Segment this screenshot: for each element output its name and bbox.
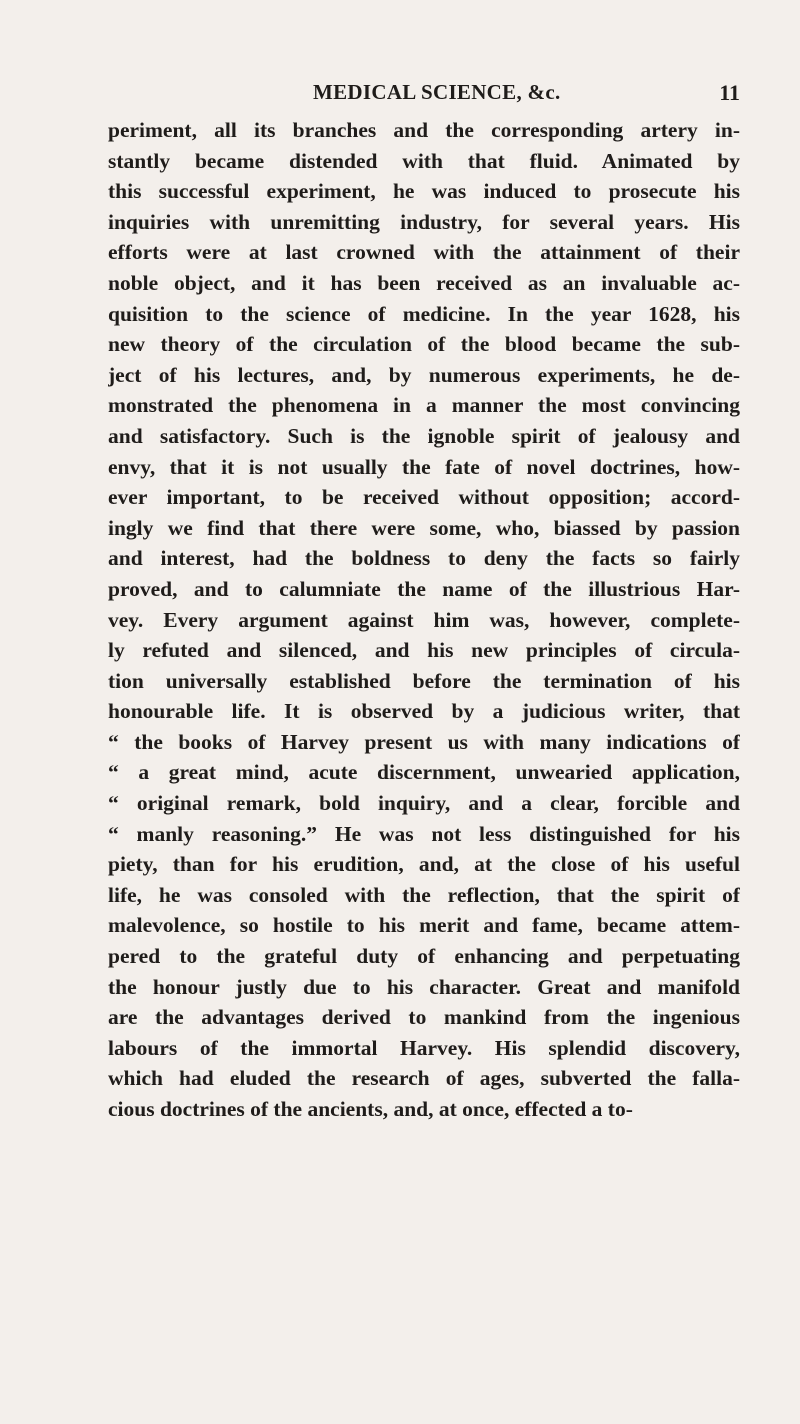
- text-line: labours of the immortal Harvey. His splendid discovery,: [108, 1035, 740, 1060]
- text-line: life, he was consoled with the reflection, that the spirit of: [108, 882, 740, 907]
- text-line: quisition to the science of medicine. In the year 1628, his: [108, 301, 740, 326]
- text-line: “ a great mind, acute discernment, unwearied application,: [108, 760, 740, 785]
- page-header: [108, 80, 740, 110]
- text-line: new theory of the circulation of the blood became the sub-: [108, 332, 740, 357]
- text-line: which had eluded the research of ages, subverted the falla-: [108, 1066, 740, 1091]
- text-line: vey. Every argument against him was, however, complete-: [108, 607, 740, 632]
- text-line: ject of his lectures, and, by numerous experiments, he de-: [108, 362, 740, 387]
- text-line: this successful experiment, he was induced to prosecute his: [108, 179, 740, 204]
- text-line: ingly we find that there were some, who, biassed by passion: [108, 515, 740, 540]
- text-line: tion universally established before the termination of his: [108, 668, 740, 693]
- text-line: pered to the grateful duty of enhancing and perpetuating: [108, 944, 740, 969]
- page-number: 11: [719, 80, 740, 105]
- text-line: noble object, and it has been received as an invaluable ac-: [108, 270, 740, 295]
- text-line: stantly became distended with that fluid. Animated by: [108, 148, 740, 173]
- text-line: “ original remark, bold inquiry, and a clear, forcible and: [108, 791, 740, 816]
- text-line: proved, and to calumniate the name of the illustrious Har-: [108, 576, 740, 601]
- text-line: ever important, to be received without opposition; accord-: [108, 485, 740, 510]
- text-line: periment, all its branches and the corresponding artery in-: [108, 118, 740, 142]
- text-line: “ the books of Harvey present us with many indications of: [108, 729, 740, 754]
- text-line: inquiries with unremitting industry, for several years. His: [108, 209, 740, 234]
- text-line: malevolence, so hostile to his merit and fame, became attem-: [108, 913, 740, 938]
- body-paragraph: [108, 115, 740, 1125]
- text-line: cious doctrines of the ancients, and, at once, effected a to-: [108, 1097, 633, 1121]
- text-line: and satisfactory. Such is the ignoble spirit of jealousy and: [108, 423, 740, 448]
- text-line: “ manly reasoning.” He was not less distinguished for his: [108, 821, 740, 846]
- text-line: envy, that it is not usually the fate of novel doctrines, how-: [108, 454, 740, 479]
- text-line: the honour justly due to his character. Great and manifold: [108, 974, 740, 999]
- text-line: honourable life. It is observed by a judicious writer, that: [108, 699, 740, 724]
- text-line: monstrated the phenomena in a manner the most convincing: [108, 393, 740, 418]
- text-line: and interest, had the boldness to deny the facts so fairly: [108, 546, 740, 571]
- text-line: ly refuted and silenced, and his new principles of circula-: [108, 638, 740, 663]
- text-line: piety, than for his erudition, and, at the close of his useful: [108, 852, 740, 877]
- text-line: efforts were at last crowned with the attainment of their: [108, 240, 740, 265]
- text-line: are the advantages derived to mankind from the ingenious: [108, 1005, 740, 1030]
- running-title: MEDICAL SCIENCE, &c.: [313, 80, 561, 104]
